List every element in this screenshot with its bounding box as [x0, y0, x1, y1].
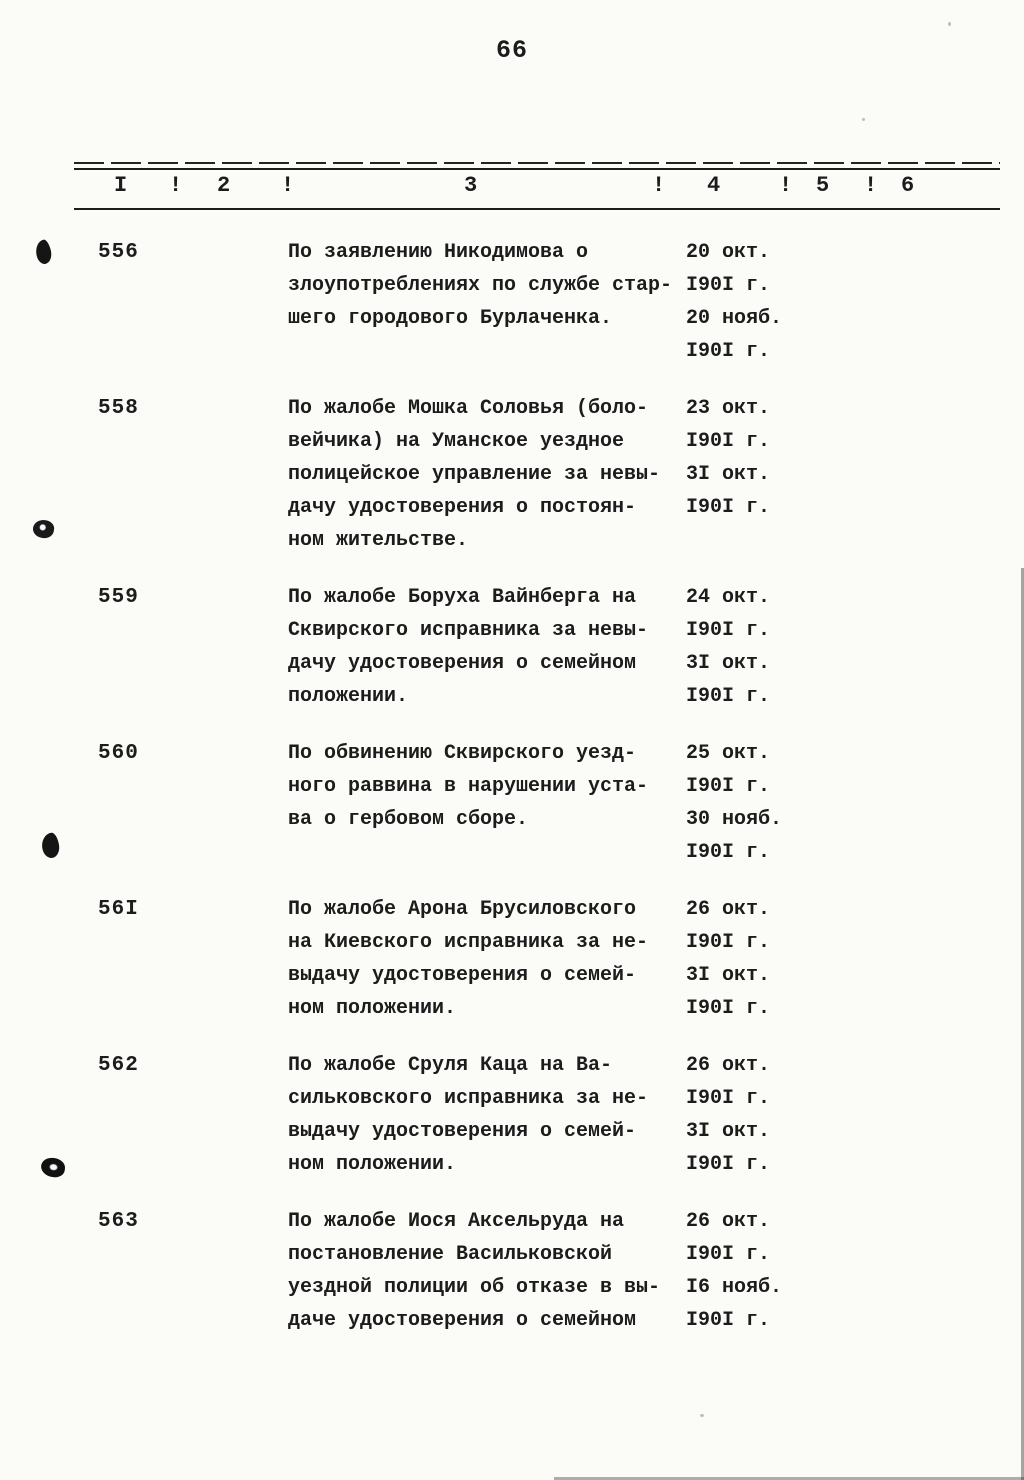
date-line: 30 нояб. [686, 808, 783, 831]
column-separator: ! [169, 173, 183, 198]
register-entry [0, 236, 1024, 368]
date-line: 3I окт. [686, 964, 771, 987]
entry-dates [686, 1205, 1024, 1337]
date-line: 26 окт. [686, 898, 771, 921]
description-line: уездной полиции об отказе в вы- [288, 1276, 661, 1299]
entry-number: 56I [98, 898, 139, 921]
header-rule-top-dashed [74, 162, 1000, 164]
date-line: 3I окт. [686, 1120, 771, 1143]
description-line: Сквирского исправника за невы- [288, 619, 649, 642]
column-header-6: 6 [901, 173, 915, 198]
description-line: на Киевского исправника за не- [288, 931, 649, 954]
entry-description [288, 581, 686, 713]
column-header-5: 5 [816, 173, 830, 198]
date-line: 20 окт. [686, 241, 771, 264]
column-header-3: 3 [464, 173, 478, 198]
register-entry [0, 1049, 1024, 1181]
entry-dates [686, 737, 1024, 869]
description-line: По заявлению Никодимова о [288, 241, 589, 264]
date-line: I90I г. [686, 1309, 771, 1332]
description-line: По жалобе Сруля Каца на Ва- [288, 1054, 613, 1077]
date-line: I90I г. [686, 340, 771, 363]
description-line: По жалобе Мошка Соловья (боло- [288, 397, 649, 420]
description-line: выдачу удостоверения о семей- [288, 964, 637, 987]
register-entry [0, 893, 1024, 1025]
description-line: вейчика) на Уманское уездное [288, 430, 625, 453]
date-line: 25 окт. [686, 742, 771, 765]
description-line: ном положении. [288, 997, 457, 1020]
column-separator: ! [864, 173, 878, 198]
description-line: сильковского исправника за не- [288, 1087, 649, 1110]
description-line: ном положении. [288, 1153, 457, 1176]
scan-speck [948, 22, 951, 26]
date-line: 3I окт. [686, 463, 771, 486]
description-line: ва о гербовом сборе. [288, 808, 529, 831]
date-line: I90I г. [686, 1153, 771, 1176]
description-line: ного раввина в нарушении уста- [288, 775, 649, 798]
date-line: I90I г. [686, 841, 771, 864]
column-header-4: 4 [707, 173, 721, 198]
description-line: выдачу удостоверения о семей- [288, 1120, 637, 1143]
entry-description [288, 1049, 686, 1181]
date-line: 23 окт. [686, 397, 771, 420]
date-line: 20 нояб. [686, 307, 783, 330]
entry-number: 563 [98, 1210, 139, 1233]
entry-number: 560 [98, 742, 139, 765]
description-line: полицейское управление за невы- [288, 463, 661, 486]
date-line: I90I г. [686, 931, 771, 954]
description-line: злоупотреблениях по службе стар- [288, 274, 673, 297]
date-line: I90I г. [686, 274, 771, 297]
header-rule-top [74, 168, 1000, 170]
entry-number: 559 [98, 586, 139, 609]
scan-speck [862, 118, 865, 121]
register-entry [0, 737, 1024, 869]
description-line: положении. [288, 685, 409, 708]
date-line: I90I г. [686, 1243, 771, 1266]
table-header [74, 162, 1000, 212]
date-line: 26 окт. [686, 1210, 771, 1233]
description-line: ном жительстве. [288, 529, 469, 552]
entry-dates [686, 1049, 1024, 1181]
entry-description [288, 392, 686, 557]
description-line: даче удостоверения о семейном [288, 1309, 637, 1332]
description-line: дачу удостоверения о постоян- [288, 496, 637, 519]
entry-number: 558 [98, 397, 139, 420]
date-line: 26 окт. [686, 1054, 771, 1077]
register-entry [0, 581, 1024, 713]
entry-dates [686, 392, 1024, 557]
date-line: I90I г. [686, 997, 771, 1020]
date-line: I90I г. [686, 430, 771, 453]
entry-dates [686, 236, 1024, 368]
date-line: I6 нояб. [686, 1276, 783, 1299]
register-entry [0, 392, 1024, 557]
entry-dates [686, 581, 1024, 713]
column-separator: ! [779, 173, 793, 198]
date-line: I90I г. [686, 1087, 771, 1110]
date-line: I90I г. [686, 496, 771, 519]
description-line: По жалобе Боруха Вайнберга на [288, 586, 637, 609]
entry-dates [686, 893, 1024, 1025]
entries [0, 236, 1024, 1361]
entry-description [288, 893, 686, 1025]
date-line: I90I г. [686, 685, 771, 708]
column-separator: ! [652, 173, 666, 198]
scan-speck [700, 1414, 704, 1417]
page-number: 66 [495, 36, 528, 65]
column-separator: ! [281, 173, 295, 198]
entry-description [288, 737, 686, 869]
date-line: 24 окт. [686, 586, 771, 609]
date-line: I90I г. [686, 775, 771, 798]
register-entry [0, 1205, 1024, 1337]
column-header-2: 2 [217, 173, 231, 198]
description-line: По жалобе Арона Брусиловского [288, 898, 637, 921]
date-line: 3I окт. [686, 652, 771, 675]
description-line: По обвинению Сквирского уезд- [288, 742, 637, 765]
entry-description [288, 1205, 686, 1337]
date-line: I90I г. [686, 619, 771, 642]
entry-number: 562 [98, 1054, 139, 1077]
description-line: По жалобе Иося Аксельруда на [288, 1210, 625, 1233]
description-line: дачу удостоверения о семейном [288, 652, 637, 675]
column-header-1: I [114, 173, 128, 198]
description-line: шего городового Бурлаченка. [288, 307, 613, 330]
header-rule-bottom [74, 208, 1000, 210]
entry-description [288, 236, 686, 368]
description-line: постановление Васильковской [288, 1243, 613, 1266]
entry-number: 556 [98, 241, 139, 264]
